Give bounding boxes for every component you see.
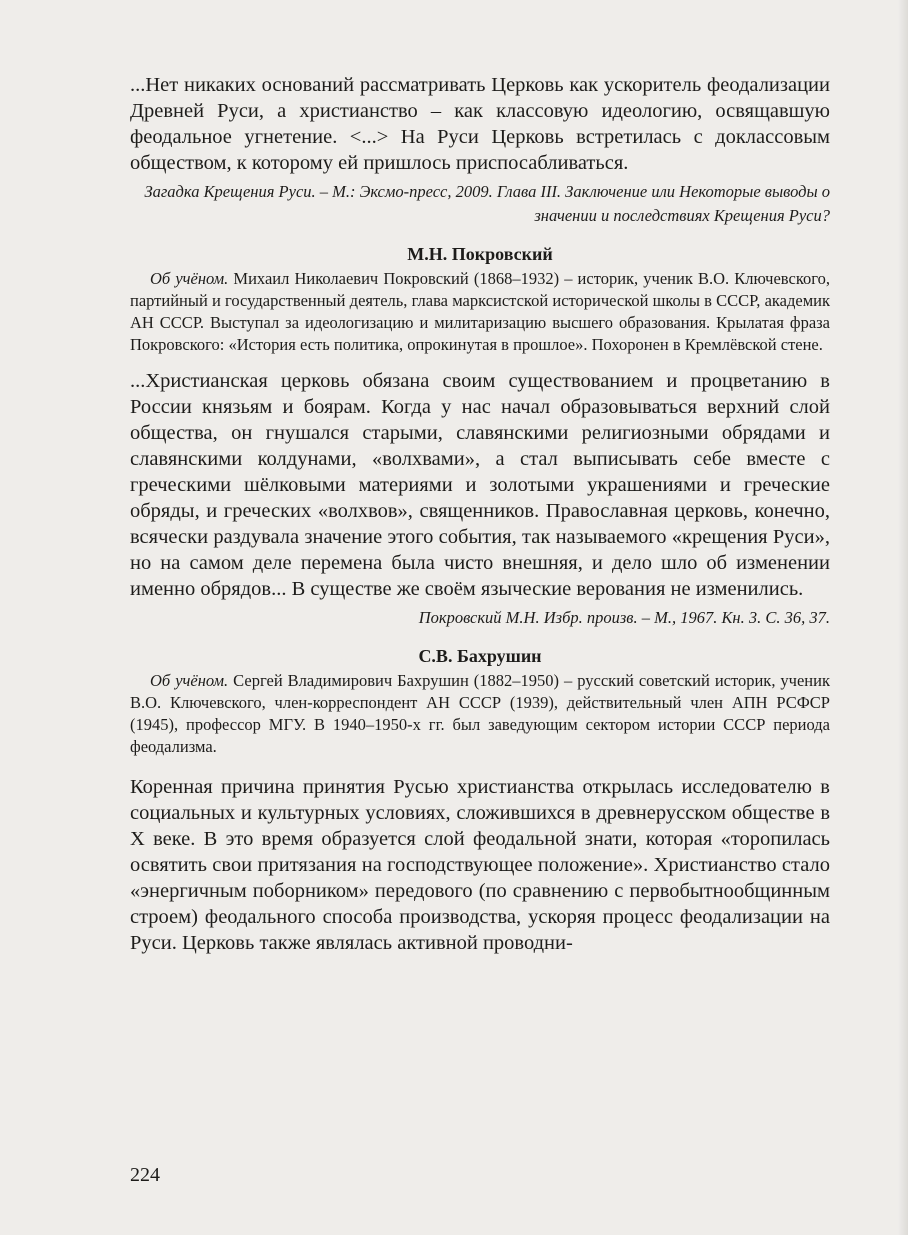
page-content [130, 72, 830, 956]
quote-source-pokrovsky: Покровский М.Н. Избр. произв. – М., 1967. Кн. 3. С. 36, 37. [418, 608, 830, 627]
bio-text-pokrovsky: Михаил Николаевич Покровский (1868–1932) – историк, ученик В.О. Ключевского, партийный и государственный деятель, глава марксистской исторической школы в СССР, академик АН СССР. Выступал за идеологизацию и милитаризацию высшего образования. Крылатая фраза Покровского: «История есть политика, опрокинутая в прошлое». Похоронен в Кремлёвской стене. [130, 269, 830, 354]
quote-source-1: Загадка Крещения Руси. – М.: Эксмо-пресс, 2009. Глава III. Заключение или Некоторые выводы о значении и последствиях Крещения Руси? [144, 182, 830, 225]
page-number: 224 [130, 1164, 160, 1186]
bio-label-bakhrushin: Об учёном. [150, 671, 229, 690]
bio-label-pokrovsky: Об учёном. [150, 269, 229, 288]
quote-paragraph-bakhrushin: Коренная причина принятия Русью христианства открылась исследователю в социальных и культурных условиях, сложившихся в древнерусском обществе в X веке. В это время образуется слой феодальной знати, которая «торопилась освятить свои притязания на господствующее положение». Христианство стало «энергичным поборником» передового (по сравнению с первобытнообщинным строем) феодального способа производства, ускоряя процесс феодализации на Руси. Церковь также являлась активной проводни- [130, 776, 830, 954]
heading-pokrovsky: М.Н. Покровский [407, 244, 553, 264]
page-edge-shadow [898, 0, 908, 1235]
bio-text-bakhrushin: Сергей Владимирович Бахрушин (1882–1950) – русский советский историк, ученик В.О. Ключевского, член-корреспондент АН СССР (1939), действительный член АПН РСФСР (1945), профессор МГУ. В 1940–1950-х гг. был заведующим сектором истории СССР периода феодализма. [130, 671, 830, 756]
quote-paragraph-pokrovsky: ...Христианская церковь обязана своим существованием и процветанию в России князьям и боярам. Когда у нас начал образовываться верхний слой общества, он гнушался старыми, славянскими религиозными обрядами и славянскими колдунами, «волхвами», а стал выписывать себе вместе с греческими шёлковыми материями и золотыми украшениями и греческие обряды, и греческих «волхвов», священников. Православная церковь, конечно, всячески раздувала значение этого события, так называемого «крещения Руси», но на самом деле перемена была чисто внешняя, и дело шло об изменении именно обрядов... В существе же своём языческие верования не изменились. [130, 370, 830, 600]
bio-pokrovsky [130, 268, 830, 356]
heading-bakhrushin: С.В. Бахрушин [418, 646, 542, 666]
bio-bakhrushin [130, 670, 830, 758]
quote-paragraph-1: ...Нет никаких оснований рассматривать Церковь как ускоритель феодализации Древней Руси, а христианство – как классовую идеологию, освящавшую феодальное угнетение. <...> На Руси Церковь встретилась с доклассовым обществом, к которому ей пришлось приспосабливаться. [130, 74, 830, 174]
